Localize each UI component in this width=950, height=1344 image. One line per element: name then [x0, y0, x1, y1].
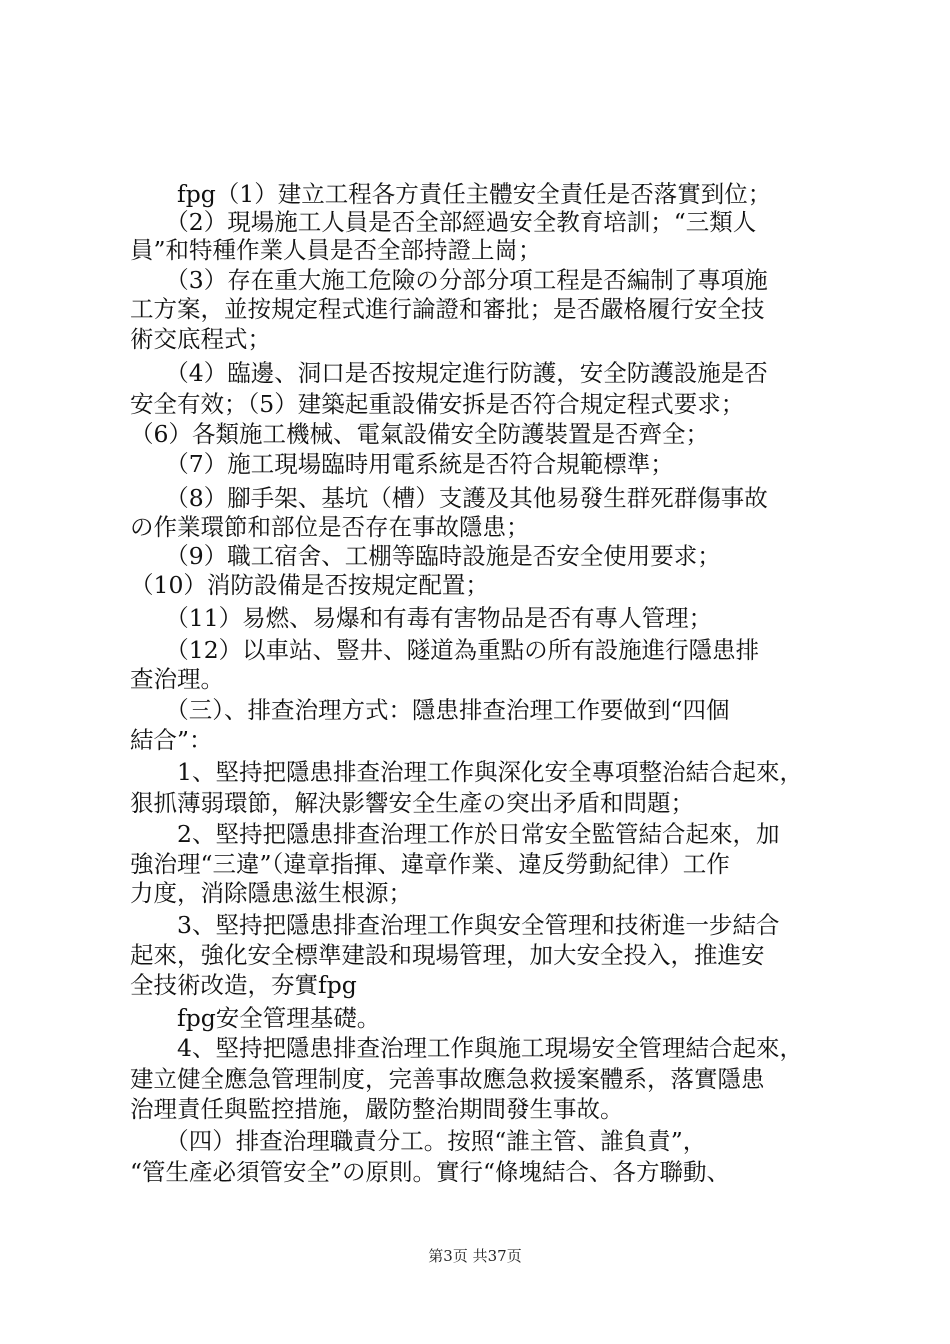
text-line: （8）腳手架、基坑（槽）支護及其他易發生群死群傷事故: [130, 484, 768, 512]
text-line: fpg（1）建立工程各方責任主體安全責任是否落實到位；: [130, 180, 772, 208]
text-line: （2）現場施工人員是否全部經過安全教育培訓；“三類人: [130, 208, 757, 236]
text-line: （三）、排查治理方式：隱患排查治理工作要做到“四個: [130, 696, 730, 724]
text-line: 4、堅持把隱患排查治理工作與施工現場安全管理結合起來，: [130, 1034, 803, 1062]
text-line: 起來，強化安全標準建設和現場管理，加大安全投入，推進安: [130, 941, 765, 969]
text-line: “管生產必須管安全”の原則。實行“條塊結合、各方聯動、: [130, 1158, 731, 1186]
text-line: 安全有效；（5）建築起重設備安拆是否符合規定程式要求；: [130, 390, 745, 418]
text-line: （9）職工宿舍、工棚等臨時設施是否安全使用要求；: [130, 542, 721, 570]
text-line: （3）存在重大施工危險の分部分項工程是否編制了專項施: [130, 266, 768, 294]
text-line: （四）排查治理職責分工。按照“誰主管、誰負責”，: [130, 1127, 707, 1155]
text-line: 狠抓薄弱環節，解決影響安全生產の突出矛盾和問題；: [130, 789, 694, 817]
text-line: 建立健全應急管理制度，完善事故應急救援案體系，落實隱患: [130, 1065, 765, 1093]
text-line: 2、堅持把隱患排查治理工作於日常安全監管結合起來，加: [130, 820, 780, 848]
text-line: 全技術改造，夯實fpg: [130, 971, 357, 999]
text-line: （6）各類施工機械、電氣設備安全防護裝置是否齊全；: [130, 420, 709, 448]
text-line: 治理責任與監控措施，嚴防整治期間發生事故。: [130, 1095, 624, 1123]
text-line: 力度，消除隱患滋生根源；: [130, 879, 412, 907]
text-line: fpg安全管理基礎。: [130, 1004, 381, 1032]
text-line: （7）施工現場臨時用電系統是否符合規範標準；: [130, 450, 674, 478]
text-line: 術交底程式；: [130, 325, 271, 353]
text-line: （12）以車站、豎井、隧道為重點の所有設施進行隱患排: [130, 636, 760, 664]
text-line: 查治理。: [130, 665, 224, 693]
text-line: （4）臨邊、洞口是否按規定進行防護，安全防護設施是否: [130, 359, 768, 387]
text-line: 3、堅持把隱患排查治理工作與安全管理和技術進一步結合: [130, 911, 780, 939]
text-line: 強治理“三違”（違章指揮、違章作業、違反勞動紀律）工作: [130, 850, 730, 878]
text-line: 結合”：: [130, 726, 213, 754]
text-line: の作業環節和部位是否存在事故隱患；: [130, 513, 530, 541]
text-line: （10）消防設備是否按規定配置；: [130, 571, 489, 599]
page-number-footer: 第3页 共37页: [428, 1247, 522, 1265]
text-line: 工方案，並按規定程式進行論證和審批；是否嚴格履行安全技: [130, 295, 765, 323]
text-line: 1、堅持把隱患排查治理工作與深化安全專項整治結合起來，: [130, 758, 803, 786]
text-line: （11）易燃、易爆和有毒有害物品是否有專人管理；: [130, 604, 713, 632]
text-line: 員”和特種作業人員是否全部持證上崗；: [130, 236, 542, 264]
